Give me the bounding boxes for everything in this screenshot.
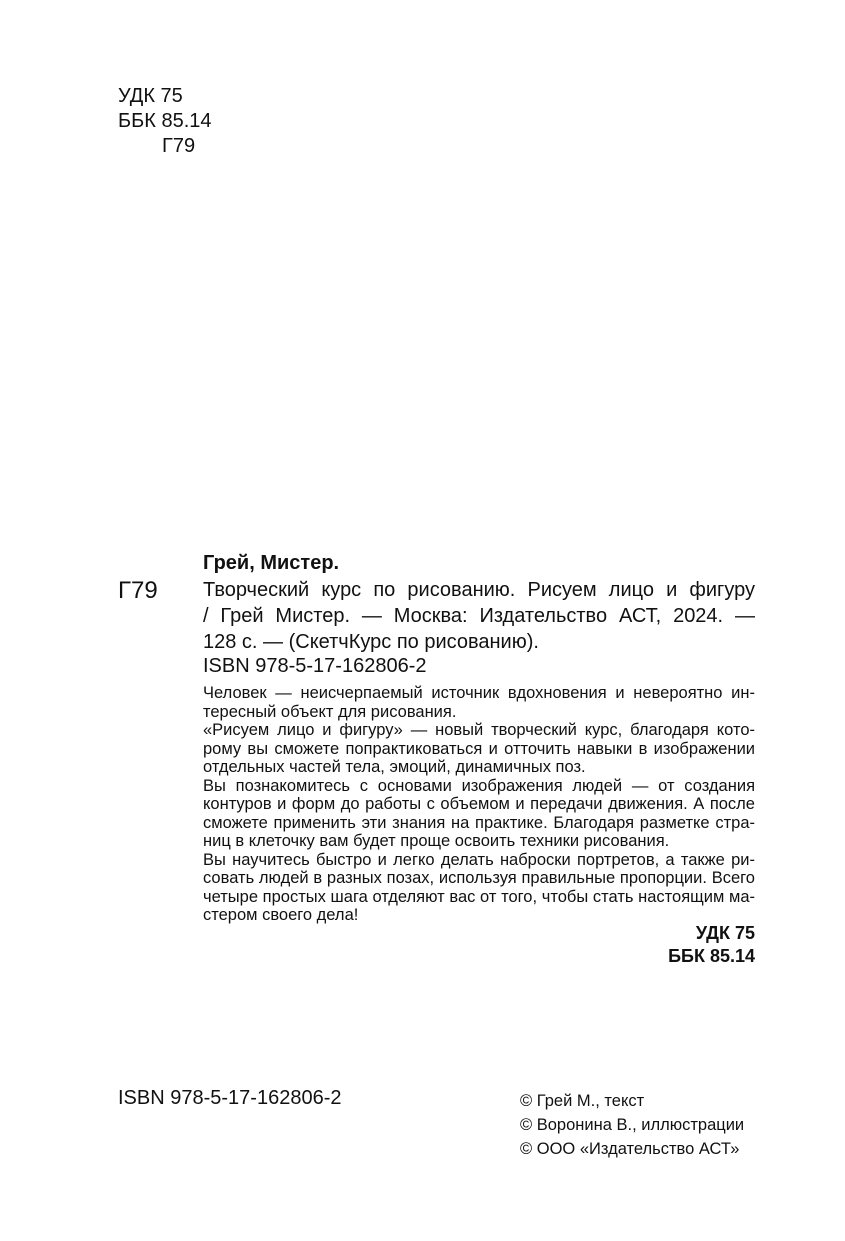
bibliographic-description [203, 577, 755, 655]
annotation-line: отдельных частей тела, эмоций, динамичных поз. [203, 758, 586, 776]
annotation [203, 684, 755, 925]
classification-bottom [668, 922, 755, 968]
annotation-line: совать людей в разных позах, используя правильные пропорции. Всего [203, 869, 755, 887]
annotation-paragraph [203, 684, 755, 721]
bib-line: 128 с. — (СкетчКурс по рисованию). [203, 631, 539, 653]
udk-code: УДК 75 [118, 85, 183, 107]
bbk-code: ББК 85.14 [118, 110, 212, 132]
annotation-line: рому вы сможете попрактиковаться и отточить навыки в изображении [203, 739, 755, 758]
annotation-line: стером своего дела! [203, 906, 359, 924]
copyright-line: © ООО «Издательство АСТ» [520, 1140, 740, 1158]
annotation-line: Человек — неисчерпаемый источник вдохновения и невероятно ин- [203, 684, 755, 702]
author-heading: Грей, Мистер. [203, 552, 340, 574]
annotation-line: «Рисуем лицо и фигуру» — новый творческий курс, благодаря кото- [203, 721, 755, 739]
isbn-footer: ISBN 978-5-17-162806-2 [118, 1087, 342, 1109]
copyright-block [520, 1089, 744, 1161]
annotation-line: тересный объект для рисования. [203, 702, 457, 721]
annotation-line: четыре простых шага отделяют вас от того, чтобы стать настоящим ма- [203, 887, 755, 906]
annotation-line: ниц в клеточку вам будет проще освоить техники рисования. [203, 832, 670, 850]
bib-line: Творческий курс по рисованию. Рисуем лицо и фигуру [203, 579, 755, 601]
classification-top [118, 84, 212, 159]
bbk-code: ББК 85.14 [668, 946, 755, 966]
author-mark-large: Г79 [118, 577, 158, 604]
annotation-line: Вы научитесь быстро и легко делать наброски портретов, а также ри- [203, 850, 755, 869]
udk-code: УДК 75 [695, 923, 755, 943]
isbn-entry: ISBN 978-5-17-162806-2 [203, 655, 427, 677]
annotation-line: Вы познакомитесь с основами изображения людей — от создания [203, 776, 755, 795]
bib-line: / Грей Мистер. — Москва: Издательство АСТ, 2024. — [203, 605, 755, 627]
annotation-paragraph [203, 721, 755, 777]
annotation-line: сможете применить эти знания на практике. Благодаря разметке стра- [203, 813, 755, 832]
copyright-line: © Грей М., текст [520, 1092, 645, 1110]
author-mark: Г79 [162, 135, 196, 157]
annotation-paragraph [203, 777, 755, 851]
copyright-line: © Воронина В., иллюстрации [520, 1116, 745, 1134]
annotation-paragraph [203, 851, 755, 925]
annotation-line: контуров и форм до работы с объемом и передачи движения. А после [203, 795, 755, 813]
